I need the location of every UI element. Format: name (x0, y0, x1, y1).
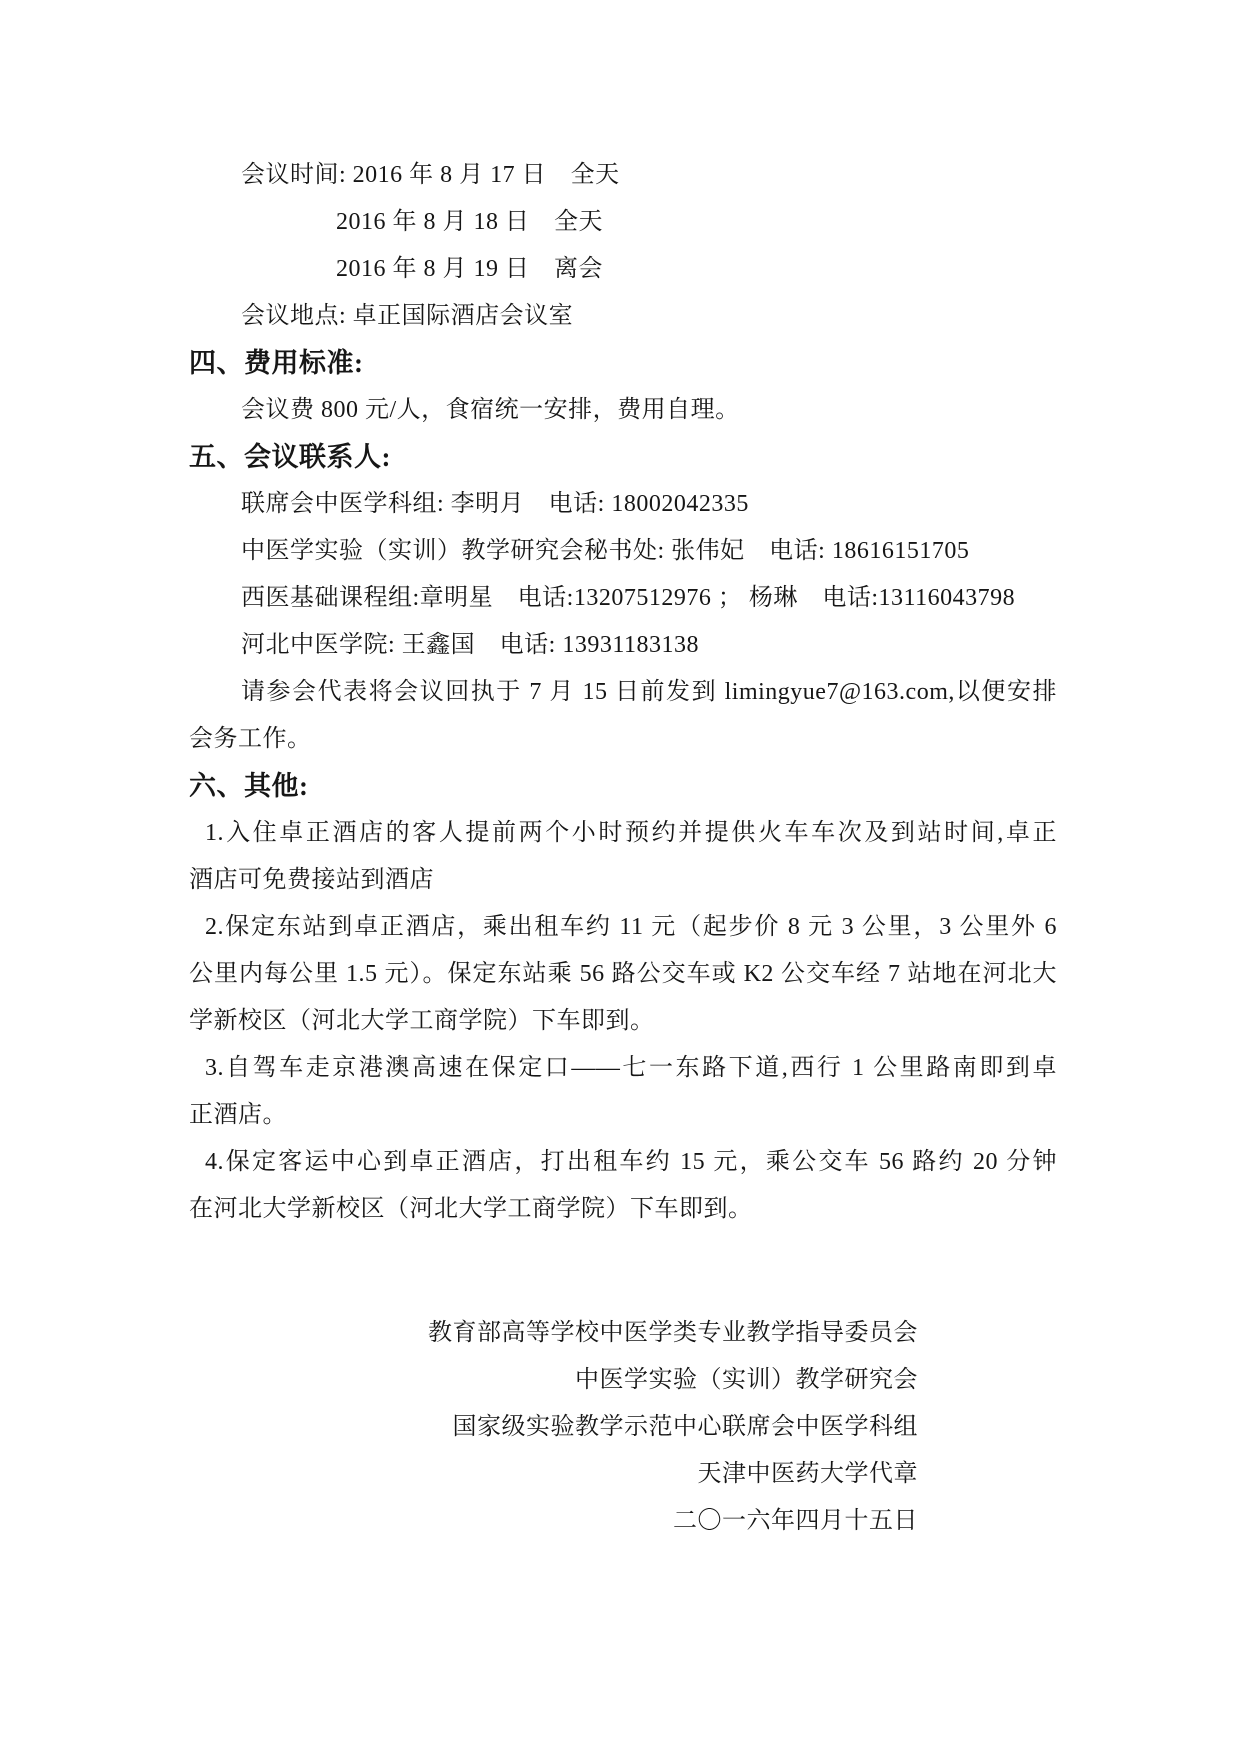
text-line: 正酒店。 (189, 1102, 287, 1128)
text-line: 4.保定客运中心到卓正酒店，打出租车约 15 元，乘公交车 56 路约 20 分钟 (205, 1149, 1057, 1175)
text-line: 会议地点: 卓正国际酒店会议室 (241, 303, 574, 329)
text-line: 中医学实验（实训）教学研究会秘书处: 张伟妃 电话: 18616151705 (241, 538, 970, 564)
text-line: 四、费用标准: (189, 348, 364, 378)
signature-line: 教育部高等学校中医学类专业教学指导委员会 (428, 1320, 918, 1346)
document-body (189, 152, 1057, 1233)
signature-line: 中医学实验（实训）教学研究会 (575, 1367, 918, 1393)
text-line: 请参会代表将会议回执于 7 月 15 日前发到 limingyue7@163.com,以便安排 (241, 679, 1057, 705)
text-line: 在河北大学新校区（河北大学工商学院）下车即到。 (189, 1196, 753, 1222)
text-line: 六、其他: (189, 771, 309, 801)
text-line: 3.自驾车走京港澳高速在保定口——七一东路下道,西行 1 公里路南即到卓 (205, 1055, 1057, 1081)
text-line: 会议费 800 元/人，食宿统一安排，费用自理。 (241, 397, 740, 423)
text-line: 河北中医学院: 王鑫国 电话: 13931183138 (241, 632, 699, 658)
text-line: 2.保定东站到卓正酒店，乘出租车约 11 元（起步价 8 元 3 公里，3 公里外 6 (205, 914, 1057, 940)
signature-line: 天津中医药大学代章 (697, 1461, 918, 1487)
text-line: 联席会中医学科组: 李明月 电话: 18002042335 (241, 491, 749, 517)
text-line: 2016 年 8 月 19 日 离会 (336, 256, 603, 282)
text-line: 酒店可免费接站到酒店 (189, 867, 434, 893)
text-line: 2016 年 8 月 18 日 全天 (336, 209, 603, 235)
text-line: 西医基础课程组:章明星 电话:13207512976 ； 杨琳 电话:13116043798 (241, 585, 1016, 611)
signature-block (189, 1310, 918, 1545)
text-line: 会务工作。 (189, 726, 312, 752)
text-line: 五、会议联系人: (189, 442, 391, 472)
signature-line: 二〇一六年四月十五日 (673, 1508, 918, 1534)
text-line: 学新校区（河北大学工商学院）下车即到。 (189, 1008, 655, 1034)
text-line: 会议时间: 2016 年 8 月 17 日 全天 (241, 162, 620, 188)
signature-line: 国家级实验教学示范中心联席会中医学科组 (452, 1414, 918, 1440)
text-line: 1.入住卓正酒店的客人提前两个小时预约并提供火车车次及到站时间,卓正 (205, 820, 1057, 846)
text-line: 公里内每公里 1.5 元）。保定东站乘 56 路公交车或 K2 公交车经 7 站地在河北大 (189, 961, 1057, 987)
